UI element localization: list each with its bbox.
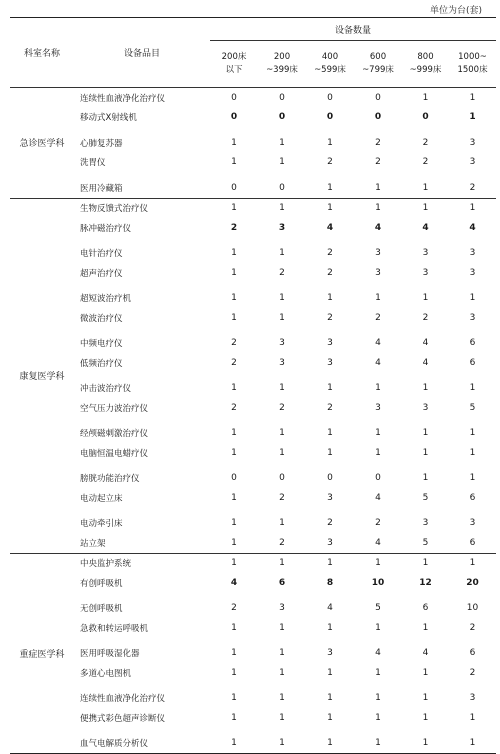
table-row (10, 263, 496, 283)
count-cell: 3 (279, 338, 285, 349)
count-cell: 1 (422, 428, 429, 439)
table-row (10, 734, 496, 754)
count-cell: 2 (469, 622, 476, 633)
count-cell: 3 (422, 248, 429, 259)
count-cell: 1 (231, 648, 237, 659)
count-cell: 1 (402, 734, 449, 754)
table-row (10, 88, 496, 108)
count-cell: 2 (375, 157, 381, 168)
count-cell: 0 (230, 112, 238, 123)
count-cell: 6 (469, 338, 476, 349)
equip-name: 电脑恒温电蜡疗仪 (80, 448, 149, 459)
table-row (10, 618, 496, 638)
equip-name: 超短波治疗机 (80, 294, 132, 305)
count-cell: 1 (422, 473, 429, 484)
count-cell: 4 (354, 533, 402, 553)
count-cell: 3 (279, 357, 285, 368)
count-cell: 1 (279, 293, 285, 304)
count-cell: 0 (258, 178, 306, 198)
count-cell: 3 (375, 248, 381, 259)
equip-name: 中央监护系统 (80, 559, 132, 570)
table-row (10, 488, 496, 508)
table-row (10, 218, 496, 238)
equip-name: 冲击波治疗仪 (80, 384, 132, 395)
count-cell: 3 (422, 267, 429, 278)
table-row (10, 398, 496, 418)
count-cell: 3 (422, 402, 429, 413)
count-cell: 1 (231, 667, 237, 678)
count-cell: 1 (449, 734, 496, 754)
table-row (10, 178, 496, 198)
count-cell: 6 (469, 357, 476, 368)
dept-header: 科室名称 (10, 18, 74, 88)
count-cell: 1 (422, 712, 429, 723)
count-cell: 1 (231, 293, 237, 304)
count-cell: 2 (375, 137, 381, 148)
count-cell: 4 (422, 222, 429, 233)
count-cell: 1 (354, 178, 402, 198)
count-cell: 1 (231, 248, 237, 259)
count-cell: 1 (279, 137, 285, 148)
count-cell: 20 (466, 577, 479, 588)
count-cell: 1 (231, 428, 237, 439)
count-cell: 1 (469, 473, 476, 484)
count-cell: 3 (469, 157, 476, 168)
count-cell: 1 (231, 137, 237, 148)
equip-name: 站立架 (74, 533, 210, 553)
count-cell: 5 (422, 492, 429, 503)
equip-name: 医用呼吸湿化器 (80, 649, 140, 660)
count-cell: 6 (469, 648, 476, 659)
count-cell: 1 (422, 622, 429, 633)
count-cell: 1 (306, 178, 354, 198)
count-cell: 1 (375, 203, 381, 214)
count-cell: 1 (469, 428, 476, 439)
count-cell: 0 (278, 112, 286, 123)
count-cell: 3 (469, 518, 476, 529)
col-header: 800 ~999床 (409, 52, 442, 75)
equip-name: 连续性血液净化治疗仪 (80, 93, 166, 104)
count-cell: 2 (422, 157, 429, 168)
count-cell: 1 (469, 203, 476, 214)
count-cell: 1 (210, 533, 258, 553)
count-cell: 0 (327, 92, 333, 103)
equip-name: 空气压力波治疗仪 (80, 403, 149, 414)
table-row (10, 514, 496, 534)
table-row (10, 244, 496, 264)
count-cell: 1 (327, 447, 333, 458)
count-cell: 4 (230, 577, 238, 588)
equip-name: 洗胃仪 (80, 158, 106, 169)
dept-name: 重症医学科 (10, 553, 74, 754)
equip-name: 无创呼吸机 (80, 604, 123, 615)
count-cell: 4 (375, 338, 381, 349)
count-cell: 0 (326, 112, 334, 123)
count-cell: 4 (422, 338, 429, 349)
table-row (10, 469, 496, 489)
equip-name: 电动牵引床 (80, 519, 123, 530)
count-cell: 1 (231, 622, 237, 633)
count-cell: 3 (375, 267, 381, 278)
count-cell: 1 (375, 712, 381, 723)
count-cell: 2 (422, 137, 429, 148)
equip-name: 超声治疗仪 (80, 268, 123, 279)
count-cell: 3 (327, 648, 333, 659)
count-cell: 1 (279, 248, 285, 259)
count-cell: 3 (279, 603, 285, 614)
equip-name: 血气电解质分析仪 (74, 734, 210, 754)
count-cell: 1 (375, 428, 381, 439)
count-cell: 0 (279, 473, 285, 484)
equip-name: 低频治疗仪 (80, 358, 123, 369)
count-cell: 1 (422, 293, 429, 304)
count-cell: 2 (279, 267, 285, 278)
count-cell: 0 (375, 473, 381, 484)
count-cell: 2 (327, 157, 333, 168)
count-cell: 1 (231, 157, 237, 168)
count-cell: 2 (279, 492, 285, 503)
table-row (10, 198, 496, 218)
count-cell: 1 (422, 203, 429, 214)
count-cell: 1 (327, 137, 333, 148)
count-cell: 1 (279, 518, 285, 529)
equip-name: 急救和转运呼吸机 (80, 623, 149, 634)
count-cell: 1 (469, 558, 476, 569)
count-cell: 1 (327, 383, 333, 394)
count-cell: 1 (231, 518, 237, 529)
count-cell: 1 (422, 558, 429, 569)
count-cell: 1 (375, 622, 381, 633)
count-cell: 1 (327, 428, 333, 439)
table-row (10, 133, 496, 153)
count-cell: 5 (469, 402, 476, 413)
count-cell: 1 (422, 383, 429, 394)
col-header: 600 ~799床 (362, 52, 394, 75)
count-cell: 1 (375, 693, 381, 704)
count-cell: 4 (374, 222, 382, 233)
count-cell: 1 (279, 712, 285, 723)
count-cell: 0 (231, 473, 237, 484)
count-cell: 1 (469, 712, 476, 723)
count-cell: 4 (375, 648, 381, 659)
col-header: 200 ~399床 (266, 52, 298, 75)
table-row (10, 108, 496, 128)
equip-name: 多道心电图机 (80, 668, 132, 679)
equip-name: 心肺复苏器 (80, 138, 123, 149)
count-cell: 2 (375, 312, 381, 323)
equip-name: 中频电疗仪 (80, 339, 123, 350)
count-cell: 0 (231, 92, 237, 103)
count-cell: 2 (327, 312, 333, 323)
table-row (10, 379, 496, 399)
count-cell: 0 (210, 178, 258, 198)
table-row (10, 153, 496, 173)
equip-name: 微波治疗仪 (80, 313, 123, 324)
count-cell: 2 (449, 178, 496, 198)
count-cell: 1 (279, 447, 285, 458)
count-cell: 3 (422, 518, 429, 529)
equip-name: 经颅磁刺激治疗仪 (80, 429, 149, 440)
count-cell: 1 (354, 734, 402, 754)
count-cell: 8 (326, 577, 334, 588)
count-cell: 1 (279, 648, 285, 659)
count-cell: 2 (375, 518, 381, 529)
count-cell: 4 (326, 222, 334, 233)
equip-name: 有创呼吸机 (80, 578, 123, 589)
equipment-table (10, 17, 496, 754)
count-header: 设备数量 (210, 18, 496, 41)
count-cell: 5 (375, 603, 381, 614)
count-cell: 1 (231, 267, 237, 278)
col-header: 400 ~599床 (314, 52, 346, 75)
dept-name: 急诊医学科 (10, 88, 74, 199)
count-cell: 6 (422, 603, 429, 614)
count-cell: 3 (469, 312, 476, 323)
count-cell: 1 (231, 203, 237, 214)
count-cell: 1 (469, 92, 476, 103)
count-cell: 2 (231, 402, 237, 413)
count-cell: 1 (375, 383, 381, 394)
col-header: 200床 以下 (221, 52, 247, 75)
equip-name: 电针治疗仪 (80, 249, 123, 260)
count-cell: 0 (422, 112, 429, 123)
count-cell: 1 (422, 693, 429, 704)
count-cell: 1 (231, 312, 237, 323)
count-cell: 1 (327, 558, 333, 569)
count-cell: 3 (306, 533, 354, 553)
count-cell: 10 (466, 603, 479, 614)
equip-name: 电动起立床 (80, 493, 123, 504)
equip-name: 膀胱功能治疗仪 (80, 474, 140, 485)
count-cell: 4 (375, 492, 381, 503)
count-cell: 1 (469, 383, 476, 394)
count-cell: 4 (375, 357, 381, 368)
count-cell: 1 (279, 693, 285, 704)
count-cell: 1 (375, 667, 381, 678)
count-cell: 2 (327, 402, 333, 413)
count-cell: 1 (422, 447, 429, 458)
table-row (10, 443, 496, 463)
count-cell: 1 (279, 157, 285, 168)
table-row (10, 424, 496, 444)
count-cell: 1 (375, 293, 381, 304)
count-cell: 6 (278, 577, 286, 588)
count-cell: 1 (279, 622, 285, 633)
count-cell: 1 (327, 203, 333, 214)
table-row (10, 289, 496, 309)
count-cell: 3 (469, 693, 476, 704)
col-header: 1000~ 1500床 (457, 52, 488, 75)
count-cell: 1 (231, 693, 237, 704)
count-cell: 1 (231, 558, 237, 569)
count-cell: 1 (279, 383, 285, 394)
count-cell: 1 (327, 667, 333, 678)
count-cell: 1 (279, 312, 285, 323)
count-cell: 3 (469, 248, 476, 259)
count-cell: 2 (327, 248, 333, 259)
table-row (10, 644, 496, 664)
count-cell: 3 (375, 402, 381, 413)
count-cell: 4 (327, 603, 333, 614)
count-cell: 2 (469, 667, 476, 678)
count-cell: 1 (279, 558, 285, 569)
count-cell: 1 (402, 178, 449, 198)
equip-name: 生物反馈式治疗仪 (80, 204, 149, 215)
table-row (10, 708, 496, 728)
count-cell: 1 (210, 734, 258, 754)
count-cell: 1 (258, 734, 306, 754)
equip-name: 便携式彩色超声诊断仪 (80, 713, 166, 724)
count-cell: 1 (231, 447, 237, 458)
table-row (10, 663, 496, 683)
count-cell: 1 (231, 492, 237, 503)
dept-name: 康复医学科 (10, 198, 74, 553)
equip-name: 脉冲磁治疗仪 (80, 223, 132, 234)
equip-name: 医用冷藏箱 (74, 178, 210, 198)
count-cell: 4 (422, 648, 429, 659)
count-cell: 3 (327, 492, 333, 503)
count-cell: 3 (469, 137, 476, 148)
count-cell: 1 (327, 293, 333, 304)
count-cell: 0 (375, 92, 381, 103)
count-cell: 2 (279, 402, 285, 413)
count-cell: 2 (327, 267, 333, 278)
count-cell: 2 (230, 222, 238, 233)
count-cell: 2 (327, 518, 333, 529)
count-cell: 0 (327, 473, 333, 484)
count-cell: 1 (469, 293, 476, 304)
count-cell: 3 (469, 267, 476, 278)
count-cell: 2 (231, 357, 237, 368)
count-cell: 12 (419, 577, 432, 588)
equip-header: 设备品目 (74, 18, 210, 88)
count-cell: 1 (469, 447, 476, 458)
count-cell: 1 (327, 622, 333, 633)
count-cell: 6 (449, 533, 496, 553)
unit-note: 单位为台(套) (429, 6, 482, 16)
table-row (10, 599, 496, 619)
count-cell: 3 (327, 357, 333, 368)
count-cell: 1 (231, 712, 237, 723)
table-row (10, 573, 496, 593)
table-row (10, 553, 496, 573)
count-cell: 1 (375, 447, 381, 458)
count-cell: 5 (402, 533, 449, 553)
count-cell: 3 (327, 338, 333, 349)
count-cell: 4 (422, 357, 429, 368)
count-cell: 1 (231, 383, 237, 394)
count-cell: 1 (422, 92, 429, 103)
count-cell: 0 (374, 112, 382, 123)
count-cell: 1 (279, 428, 285, 439)
table-row (10, 308, 496, 328)
count-cell: 2 (258, 533, 306, 553)
equip-name: 连续性血液净化治疗仪 (80, 694, 166, 705)
count-cell: 4 (469, 222, 476, 233)
count-cell: 1 (327, 693, 333, 704)
table-row (10, 533, 496, 553)
table-row (10, 334, 496, 354)
count-cell: 6 (469, 492, 476, 503)
equip-name: 移动式X射线机 (80, 113, 137, 124)
count-cell: 2 (231, 338, 237, 349)
count-cell: 1 (279, 667, 285, 678)
count-cell: 2 (422, 312, 429, 323)
count-cell: 1 (469, 112, 476, 123)
count-cell: 0 (279, 92, 285, 103)
count-cell: 1 (422, 667, 429, 678)
count-cell: 1 (279, 203, 285, 214)
count-cell: 1 (375, 558, 381, 569)
count-cell: 2 (231, 603, 237, 614)
count-cell: 10 (371, 577, 385, 588)
count-cell: 3 (278, 222, 286, 233)
count-cell: 1 (327, 712, 333, 723)
count-cell: 1 (306, 734, 354, 754)
table-row (10, 353, 496, 373)
table-row (10, 689, 496, 709)
table-body (10, 88, 496, 754)
